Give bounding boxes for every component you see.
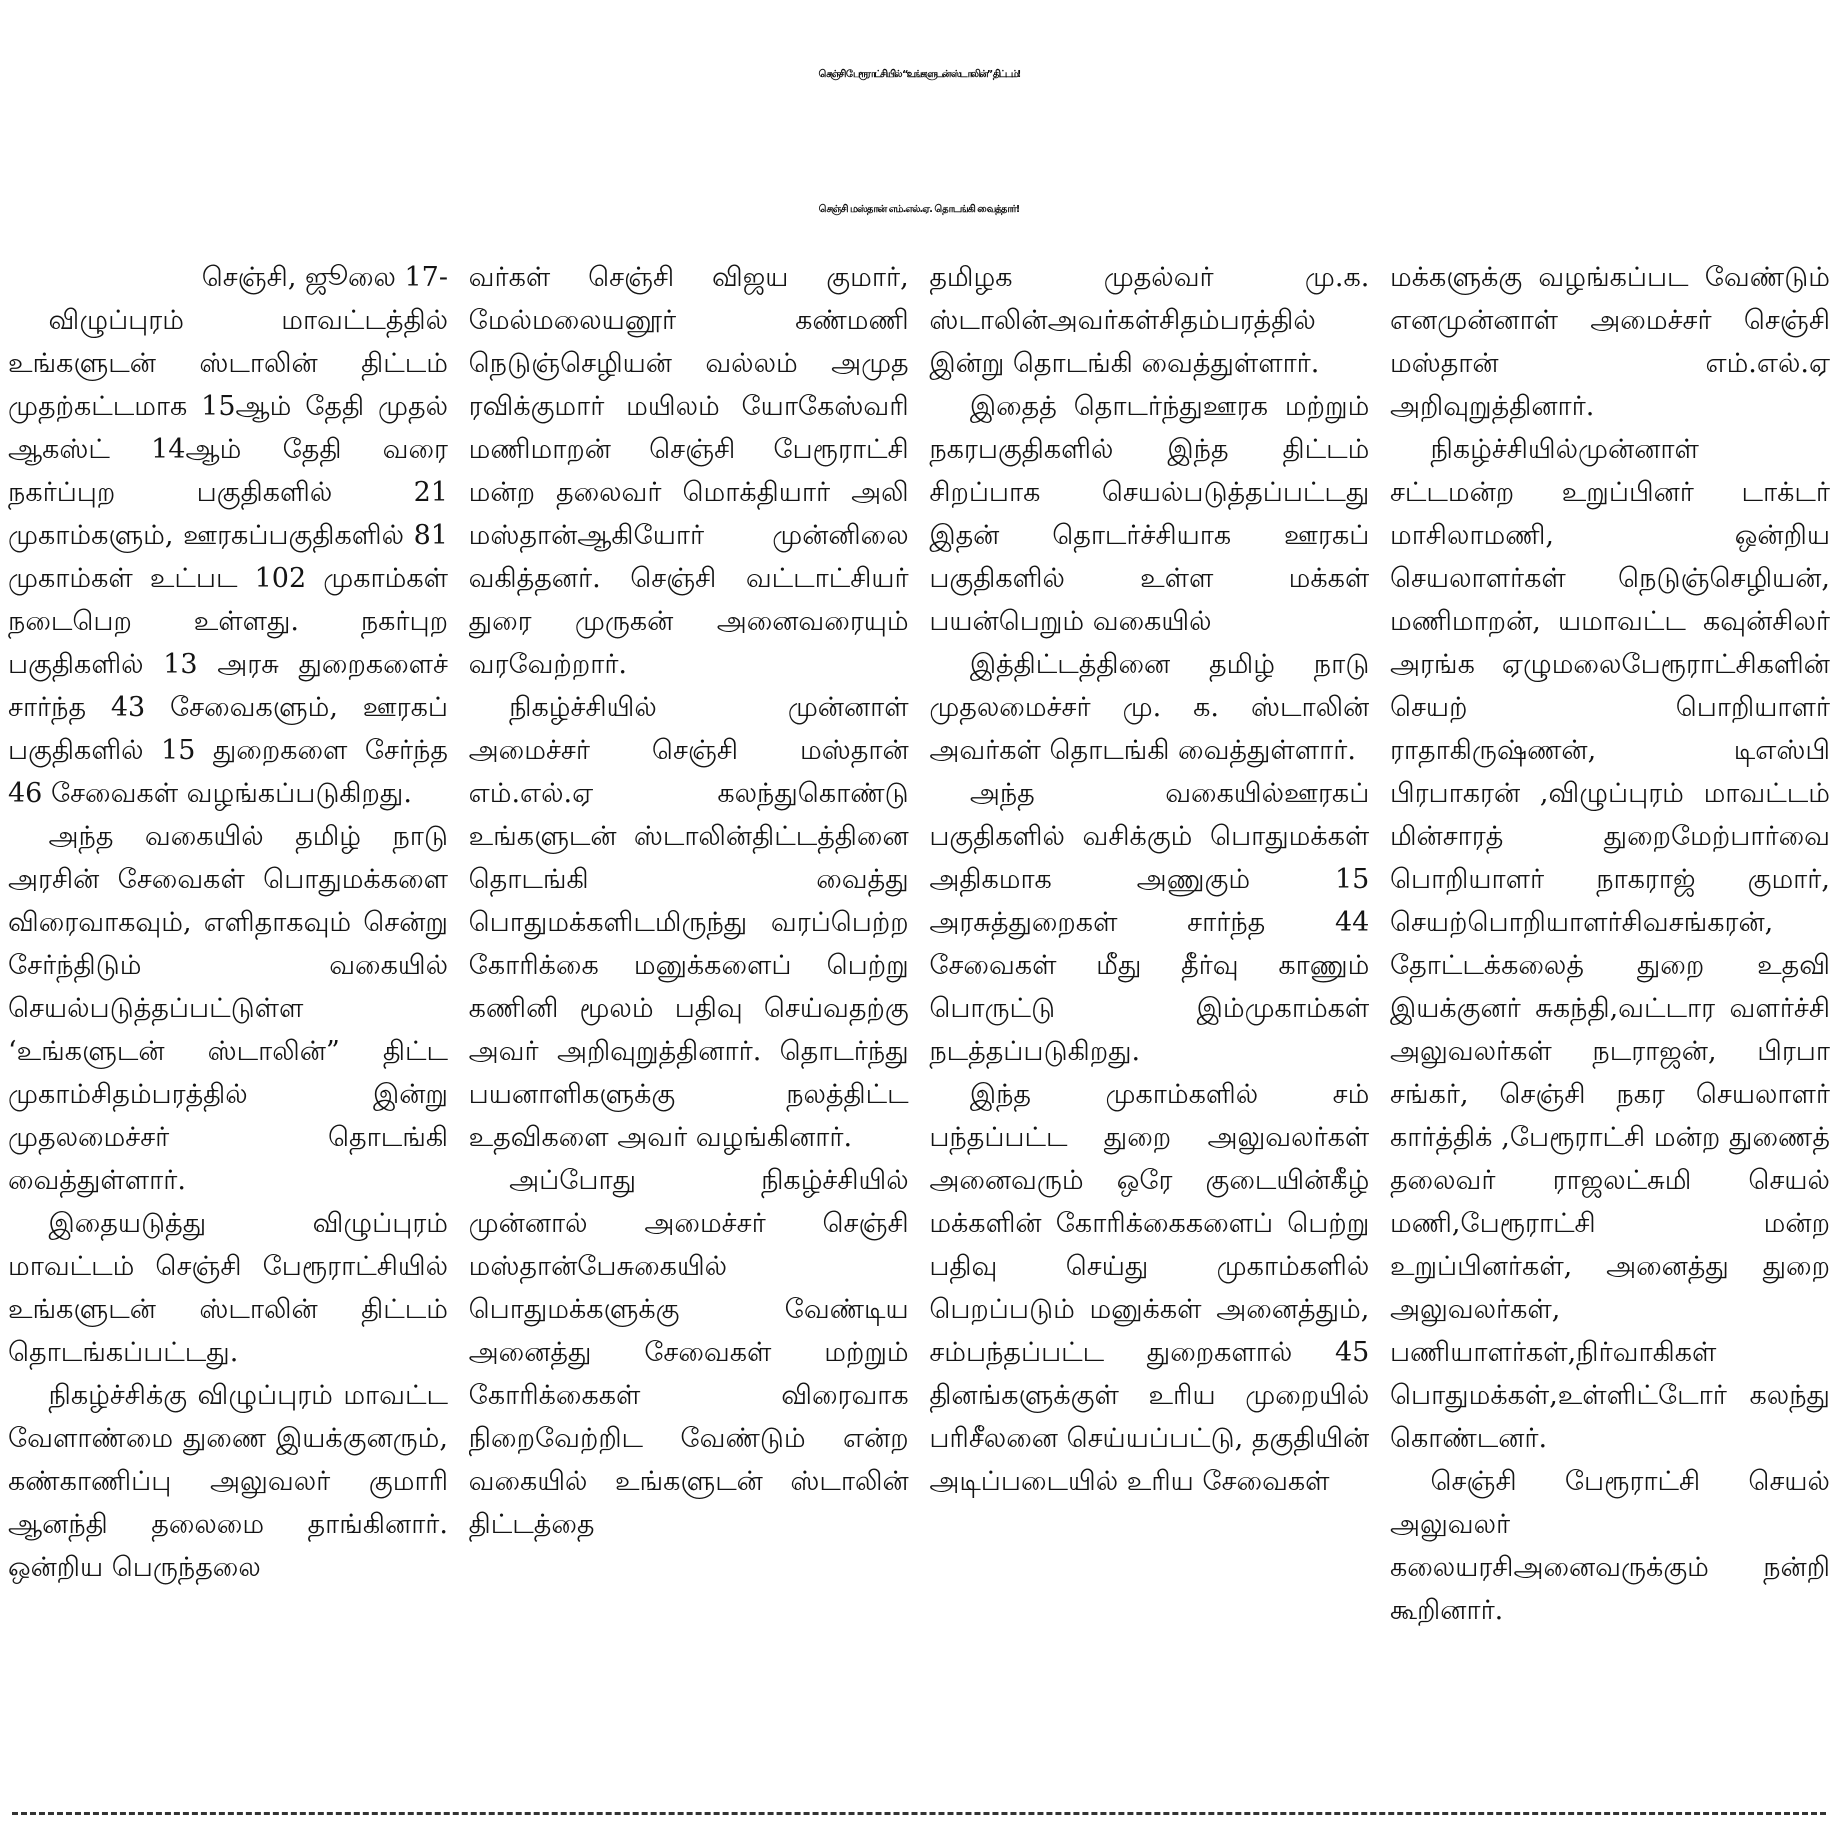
dateline: செஞ்சி, ஜூலை 17-: [201, 262, 448, 293]
paragraph: விழுப்புரம் மாவட்டத்தில் உங்களுடன் ஸ்டாலின் திட்டம் முதற்கட்டமாக 15ஆம் தேதி முதல் ஆகஸ்ட் 14ஆம் தேதி வரை நகர்ப்புற பகுதிகளில் 21 முகாம்களும், ஊரகப்பகுதிகளில் 81 முகாம்கள் உட்பட 102 முகாம்கள் நடைபெற உள்ளது. நகர்புற பகுதிகளில் 13 அரசு துறைகளைச் சார்ந்த 43 சேவைகளும், ஊரகப் பகுதிகளில் 15 துறைகளை சேர்ந்த 46 சேவைகள் வழங்கப்படுகிறது.: [8, 305, 448, 809]
article-body: [8, 256, 1830, 1801]
article-column-1: [8, 256, 448, 1801]
article-column-3: [929, 256, 1369, 1801]
article-column-2: [469, 256, 909, 1801]
paragraph: அந்த வகையில் தமிழ் நாடு அரசின் சேவைகள் பொதுமக்களை விரைவாகவும், எளிதாகவும் சென்று சேர்ந்திடும் வகையில் செயல்படுத்தப்பட்டுள்ள ‘உங்களுடன் ஸ்டாலின்” திட்ட முகாம்சிதம்பரத்தில் இன்று முதலமைச்சர் தொடங்கி வைத்துள்ளார்.: [8, 821, 448, 1196]
dashed-divider: [12, 1812, 1826, 1815]
headline: செஞ்சி பேரூராட்சியில் “உங்களுடன் ஸ்டாலின்” திட்டம்!: [818, 69, 1020, 80]
paragraph: அப்போது நிகழ்ச்சியில் முன்னால் அமைச்சர் செஞ்சி மஸ்தான்பேசுகையில் பொதுமக்களுக்கு வேண்டிய அனைத்து சேவைகள் மற்றும் கோரிக்கைகள் விரைவாக நிறைவேற்றிட வேண்டும் என்ற வகையில் உங்களுடன் ஸ்டாலின் திட்டத்தை: [468, 1165, 909, 1540]
paragraph: தமிழக முதல்வர் மு.க. ஸ்டாலின்அவர்கள்சிதம்பரத்தில் இன்று தொடங்கி வைத்துள்ளார்.: [929, 262, 1370, 379]
paragraph: மக்களுக்கு வழங்கப்பட வேண்டும் எனமுன்னாள் அமைச்சர் செஞ்சி மஸ்தான் எம்.எல்.ஏ அறிவுறுத்தினார்.: [1389, 262, 1830, 422]
paragraph: இதைத் தொடர்ந்துஊரக மற்றும் நகரபகுதிகளில் இந்த திட்டம் சிறப்பாக செயல்படுத்தப்பட்டது இதன் தொடர்ச்சியாக ஊரகப் பகுதிகளில் உள்ள மக்கள் பயன்பெறும் வகையில்: [929, 391, 1370, 637]
paragraph: நிகழ்ச்சியில்முன்னாள் சட்டமன்ற உறுப்பினர் டாக்டர் மாசிலாமணி, ஒன்றிய செயலாளர்கள் நெடுஞ்செழியன், மணிமாறன், யமாவட்ட கவுன்சிலர் அரங்க ஏழுமலைபேரூராட்சிகளின் செயற் பொறியாளர் ராதாகிருஷ்ணன், டிஎஸ்பி பிரபாகரன் ,விழுப்புரம் மாவட்டம் மின்சாரத் துறைமேற்பார்வை பொறியாளர் நாகராஜ் குமார், செயற்பொறியாளர்சிவசங்கரன், தோட்டக்கலைத் துறை உதவி இயக்குனர் சுகந்தி,வட்டார வளர்ச்சி அலுவலர்கள் நடராஜன், பிரபா சங்கர், செஞ்சி நகர செயலாளர் கார்த்திக் ,பேரூராட்சி மன்ற துணைத் தலைவர் ராஜலட்சுமி செயல் மணி,பேரூராட்சி மன்ற உறுப்பினர்கள், அனைத்து துறை அலுவலர்கள், பணியாளர்கள்,நிர்வாகிகள் பொதுமக்கள்,உள்ளிட்டோர் கலந்து கொண்டனர்.: [1389, 434, 1830, 1454]
paragraph: இந்த முகாம்களில் சம் பந்தப்பட்ட துறை அலுவலர்கள் அனைவரும் ஒரே குடையின்கீழ் மக்களின் கோரிக்கைகளைப் பெற்று பதிவு செய்து முகாம்களில் பெறப்படும் மனுக்கள் அனைத்தும், சம்பந்தப்பட்ட துறைகளால் 45 தினங்களுக்குள் உரிய முறையில் பரிசீலனை செய்யப்பட்டு, தகுதியின் அடிப்படையில் உரிய சேவைகள்: [929, 1079, 1370, 1497]
paragraph: அந்த வகையில்ஊரகப் பகுதிகளில் வசிக்கும் பொதுமக்கள் அதிகமாக அணுகும் 15 அரசுத்துறைகள் சார்ந்த 44 சேவைகள் மீது தீர்வு காணும் பொருட்டு இம்முகாம்கள் நடத்தப்படுகிறது.: [929, 778, 1370, 1067]
paragraph: இதையடுத்து விழுப்புரம் மாவட்டம் செஞ்சி பேரூராட்சியில் உங்களுடன் ஸ்டாலின் திட்டம் தொடங்கப்பட்டது.: [8, 1208, 448, 1368]
paragraph: வர்கள் செஞ்சி விஜய குமார், மேல்மலையனூர் கண்மணி நெடுஞ்செழியன் வல்லம் அமுத ரவிக்குமார் மயிலம் யோகேஸ்வரி மணிமாறன் செஞ்சி பேரூராட்சி மன்ற தலைவர் மொக்தியார் அலி மஸ்தான்ஆகியோர் முன்னிலை வகித்தனர். செஞ்சி வட்டாட்சியர் துரை முருகன் அனைவரையும் வரவேற்றார்.: [468, 262, 909, 680]
paragraph: நிகழ்ச்சிக்கு விழுப்புரம் மாவட்ட வேளாண்மை துணை இயக்குனரும், கண்காணிப்பு அலுவலர் குமாரி ஆனந்தி தலைமை தாங்கினார். ஒன்றிய பெருந்தலை: [8, 1380, 448, 1583]
subheadline: செஞ்சி மஸ்தான் எம்.எல்.ஏ. தொடங்கி வைத்தார்!: [818, 204, 1020, 215]
paragraph: செஞ்சி பேரூராட்சி செயல் அலுவலர் கலையரசிஅனைவருக்கும் நன்றி கூறினார்.: [1389, 1466, 1830, 1626]
paragraph: நிகழ்ச்சியில் முன்னாள் அமைச்சர் செஞ்சி மஸ்தான் எம்.எல்.ஏ கலந்துகொண்டு உங்களுடன் ஸ்டாலின்திட்டத்தினை தொடங்கி வைத்து பொதுமக்களிடமிருந்து வரப்பெற்ற கோரிக்கை மனுக்களைப் பெற்று கணினி மூலம் பதிவு செய்வதற்கு அவர் அறிவுறுத்தினார். தொடர்ந்து பயனாளிகளுக்கு நலத்திட்ட உதவிகளை அவர் வழங்கினார்.: [468, 692, 909, 1153]
paragraph: இத்திட்டத்தினை தமிழ் நாடு முதலமைச்சர் மு. க. ஸ்டாலின் அவர்கள் தொடங்கி வைத்துள்ளார்.: [929, 649, 1370, 766]
article-column-4: [1390, 256, 1830, 1801]
